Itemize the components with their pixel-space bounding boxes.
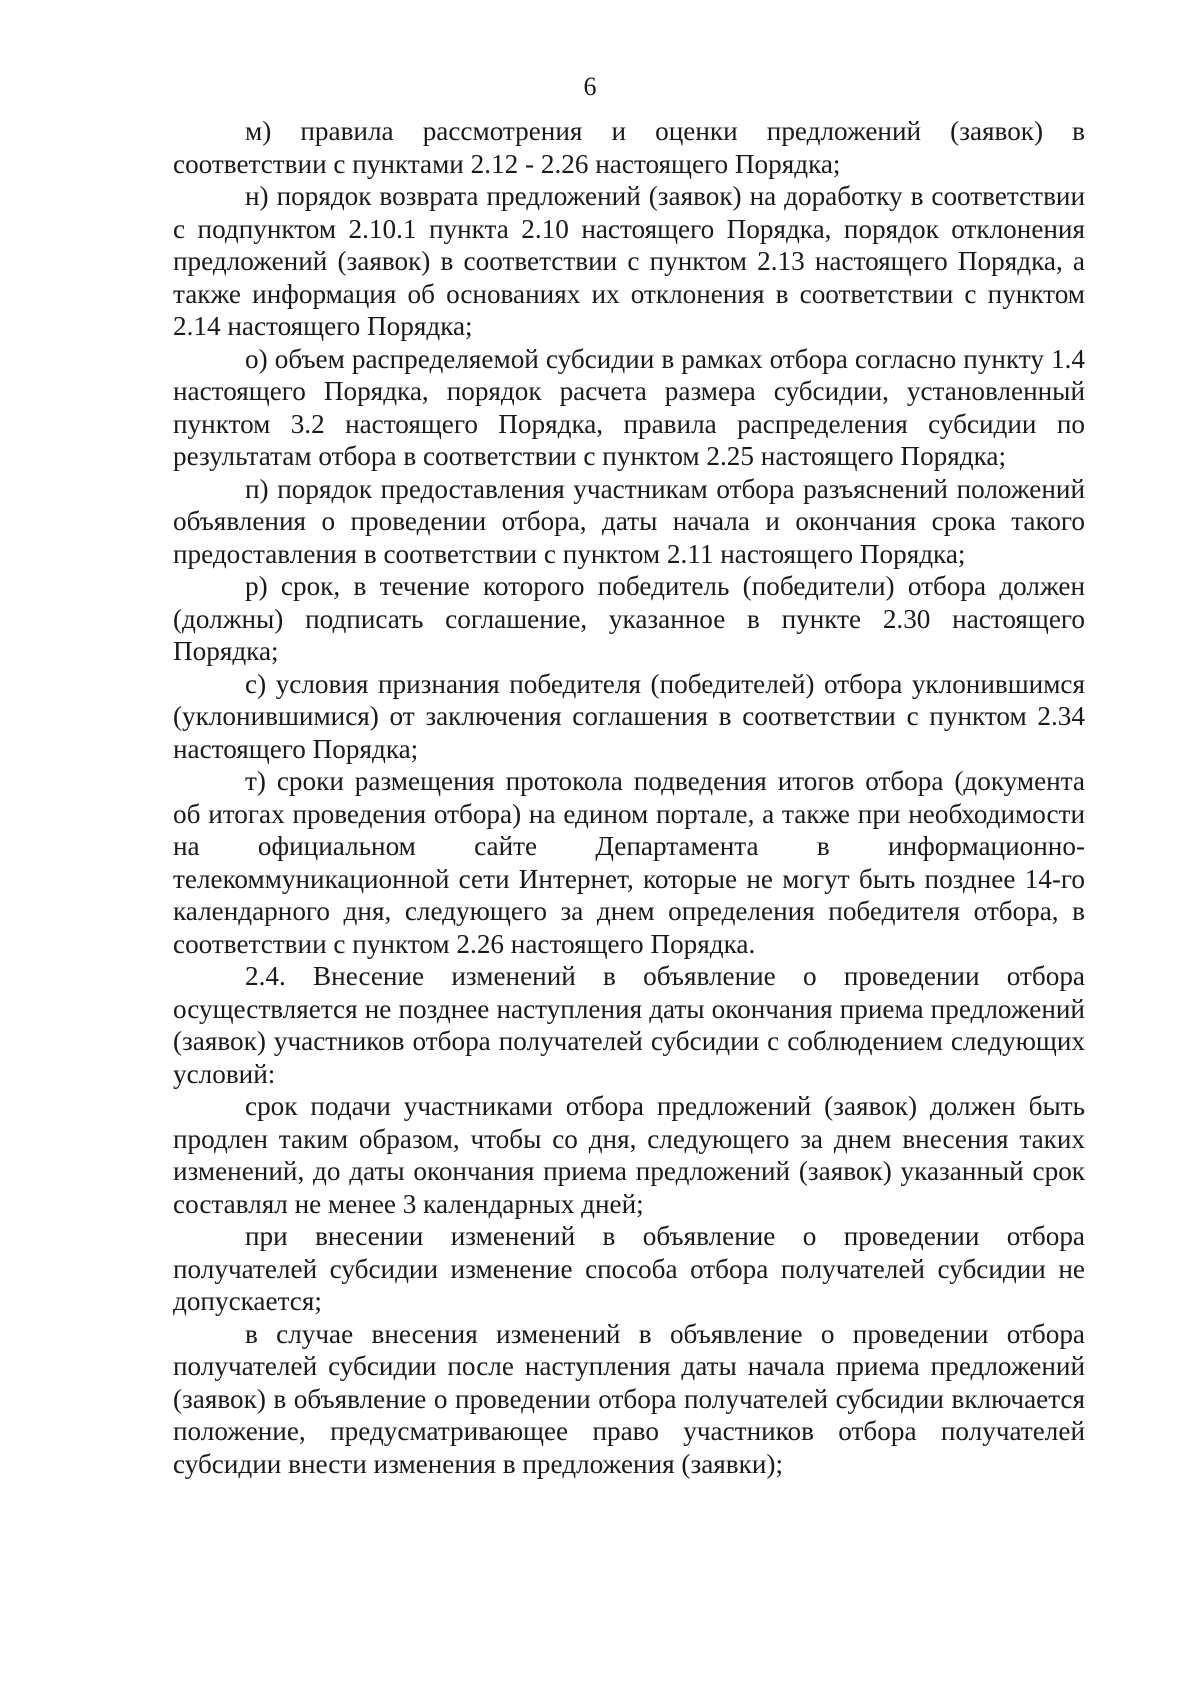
paragraph-n: н) порядок возврата предложений (заявок) на доработку в соответствии с подпунктом 2.10.1 пункта 2.10 настоящего Порядка, порядок отклонения предложений (заявок) в соответствии с пунктом 2.13 настоящего Порядка, а также информация об основаниях их отклонения в соответствии с пунктом 2.14 настоящего Порядка; (173, 181, 1085, 341)
paragraph-r: р) срок, в течение которого победитель (победители) отбора должен (должны) подписать соглашение, указанное в пункте 2.30 настоящего Порядка; (173, 571, 1085, 666)
paragraph-2-4: 2.4. Внесение изменений в объявление о проведении отбора осуществляется не позднее наступления даты окончания приема предложений (заявок) участников отбора получателей субсидии с соблюдением следующих условий: (173, 961, 1085, 1089)
page-number: 6 (583, 72, 597, 101)
paragraph-condition-deadline: срок подачи участниками отбора предложений (заявок) должен быть продлен таким образом, чтобы со дня, следующего за днем внесения таких изменений, до даты окончания приема предложений (заявок) указанный срок составлял не менее 3 календарных дней; (173, 1091, 1085, 1219)
paragraph-o: о) объем распределяемой субсидии в рамках отбора согласно пункту 1.4 настоящего Порядка, порядок расчета размера субсидии, установленный пунктом 3.2 настоящего Порядка, правила распределения субсидии по результатам отбора в соответствии с пунктом 2.25 настоящего Порядка; (173, 343, 1085, 471)
paragraph-m: м) правила рассмотрения и оценки предложений (заявок) в соответствии с пунктами 2.12 - 2.26 настоящего Порядка; (173, 116, 1085, 179)
document-body (173, 115, 1085, 1480)
paragraph-condition-method: при внесении изменений в объявление о проведении отбора получателей субсидии изменение способа отбора получателей субсидии не допускается; (173, 1221, 1085, 1316)
paragraph-s: с) условия признания победителя (победителей) отбора уклонившимся (уклонившимися) от заключения соглашения в соответствии с пунктом 2.34 настоящего Порядка; (173, 668, 1085, 764)
paragraph-condition-amendment: в случае внесения изменений в объявление о проведении отбора получателей субсидии после наступления даты начала приема предложений (заявок) в объявление о проведении отбора получателей субсидии включается положение, предусматривающее право участников отбора получателей субсидии внести изменения в предложения (заявки); (173, 1318, 1085, 1479)
paragraph-t: т) сроки размещения протокола подведения итогов отбора (документа об итогах проведения отбора) на едином портале, а также при необходимости на официальном сайте Департамента в информационно-телекоммуникационной сети Интернет, которые не могут быть позднее 14-го календарного дня, следующего за днем определения победителя отбора, в соответствии с пунктом 2.26 настоящего Порядка. (173, 766, 1085, 959)
paragraph-p: п) порядок предоставления участникам отбора разъяснений положений объявления о проведении отбора, даты начала и окончания срока такого предоставления в соответствии с пунктом 2.11 настоящего Порядка; (173, 473, 1085, 569)
